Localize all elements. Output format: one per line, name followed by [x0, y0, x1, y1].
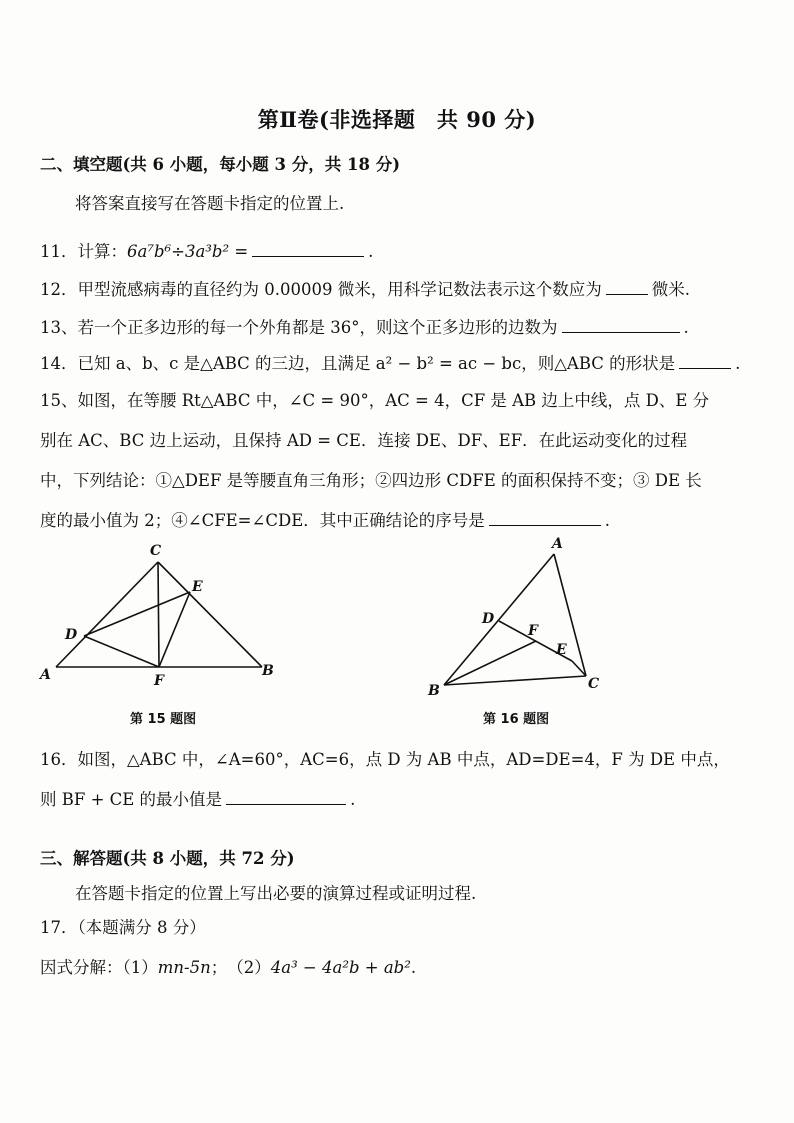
fig16-segment-AB — [444, 554, 554, 685]
q14-answer-blank[interactable] — [679, 350, 731, 369]
q15-line-4: 度的最小值为 2；④∠CFE=∠CDE．其中正确结论的序号是 — [40, 511, 485, 530]
figure-15 — [30, 535, 290, 695]
figure-16 — [420, 530, 620, 700]
section3-heading: 三、解答题(共 8 小题，共 72 分) — [40, 849, 295, 868]
q17-part2: 4a³ − 4a²b + ab² — [270, 958, 411, 977]
fig15-segment-DF — [84, 636, 159, 667]
q11-tail: . — [368, 242, 374, 261]
question-17-body — [40, 954, 416, 978]
q13-answer-blank[interactable] — [562, 314, 680, 333]
section3-instruction: 在答题卡指定的位置上写出必要的演算过程或证明过程. — [75, 884, 477, 903]
q16-answer-blank[interactable] — [226, 786, 346, 805]
fig16-label-F: F — [528, 623, 538, 639]
q12-tail: 微米. — [651, 280, 690, 299]
page-title: 第Ⅱ卷(非选择题 共 90 分) — [257, 107, 537, 132]
q11-label: 11．计算： — [40, 242, 127, 261]
fig15-segment-BC — [158, 562, 262, 667]
section2-heading: 二、填空题(共 6 小题，每小题 3 分，共 18 分) — [40, 155, 401, 174]
q15-line-3: 中，下列结论：①△DEF 是等腰直角三角形；②四边形 CDFE 的面积保持不变；③ DE 长 — [40, 471, 702, 490]
q12-text: 12．甲型流感病毒的直径约为 0.00009 微米，用科学记数法表示这个数应为 — [40, 280, 602, 299]
q17-label: 因式分解：（1） — [40, 958, 158, 977]
q14-tail: . — [735, 354, 741, 373]
question-14 — [40, 350, 740, 374]
q11-answer-blank[interactable] — [252, 238, 364, 257]
q17-part1: mn-5n — [157, 958, 211, 977]
q15-line-1: 15、如图，在等腰 Rt△ABC 中，∠C = 90°，AC = 4，CF 是 AB 边上中线，点 D、E 分 — [40, 391, 710, 410]
fig15-segment-CF — [158, 562, 159, 667]
fig16-label-C: C — [588, 676, 600, 692]
fig16-segment-BC — [444, 676, 586, 685]
fig15-label-D: D — [65, 627, 78, 643]
question-15-final — [40, 507, 610, 531]
fig16-label-E: E — [556, 642, 567, 658]
question-12 — [40, 276, 690, 300]
section2-instruction: 将答案直接写在答题卡指定的位置上. — [75, 194, 345, 213]
q12-answer-blank[interactable] — [606, 276, 648, 295]
fig16-segment-BF — [444, 641, 536, 685]
fig15-label-B: B — [262, 663, 274, 679]
fig16-label-D: D — [482, 611, 495, 627]
q14-text: 14．已知 a、b、c 是△ABC 的三边，且满足 a² − b² = ac − bc，则△ABC 的形状是 — [40, 354, 676, 373]
question-16-final — [40, 786, 355, 810]
q16-tail: . — [350, 790, 356, 809]
question-13 — [40, 314, 689, 338]
q17-header: 17．（本题满分 8 分） — [40, 918, 206, 937]
fig15-segment-AC — [56, 562, 158, 667]
q17-separator: ； （2） — [210, 958, 271, 977]
fig16-caption: 第 16 题图 — [483, 712, 550, 727]
q13-text: 13、若一个正多边形的每一个外角都是 36°，则这个正多边形的边数为 — [40, 318, 558, 337]
fig16-label-B: B — [428, 683, 440, 699]
fig15-label-E: E — [192, 579, 203, 595]
q15-tail: . — [604, 511, 610, 530]
q11-expression: 6a⁷b⁶÷3a³b² = — [127, 242, 249, 261]
q16-line-1: 16．如图，△ABC 中，∠A=60°，AC=6，点 D 为 AB 中点，AD=DE=4，F 为 DE 中点， — [40, 750, 730, 769]
q15-line-2: 别在 AC、BC 边上运动，且保持 AD = CE．连接 DE、DF、EF．在此运动变化的过程 — [40, 431, 688, 450]
q17-tail: . — [410, 958, 417, 977]
fig15-label-A: A — [40, 667, 51, 683]
fig15-label-F: F — [154, 673, 164, 689]
q15-answer-blank[interactable] — [489, 507, 601, 526]
q13-tail: . — [683, 318, 689, 337]
fig15-caption: 第 15 题图 — [130, 712, 197, 727]
q16-line-2: 则 BF + CE 的最小值是 — [40, 790, 223, 809]
fig16-label-A: A — [552, 536, 563, 552]
question-11 — [40, 238, 373, 262]
fig15-label-C: C — [150, 543, 162, 559]
